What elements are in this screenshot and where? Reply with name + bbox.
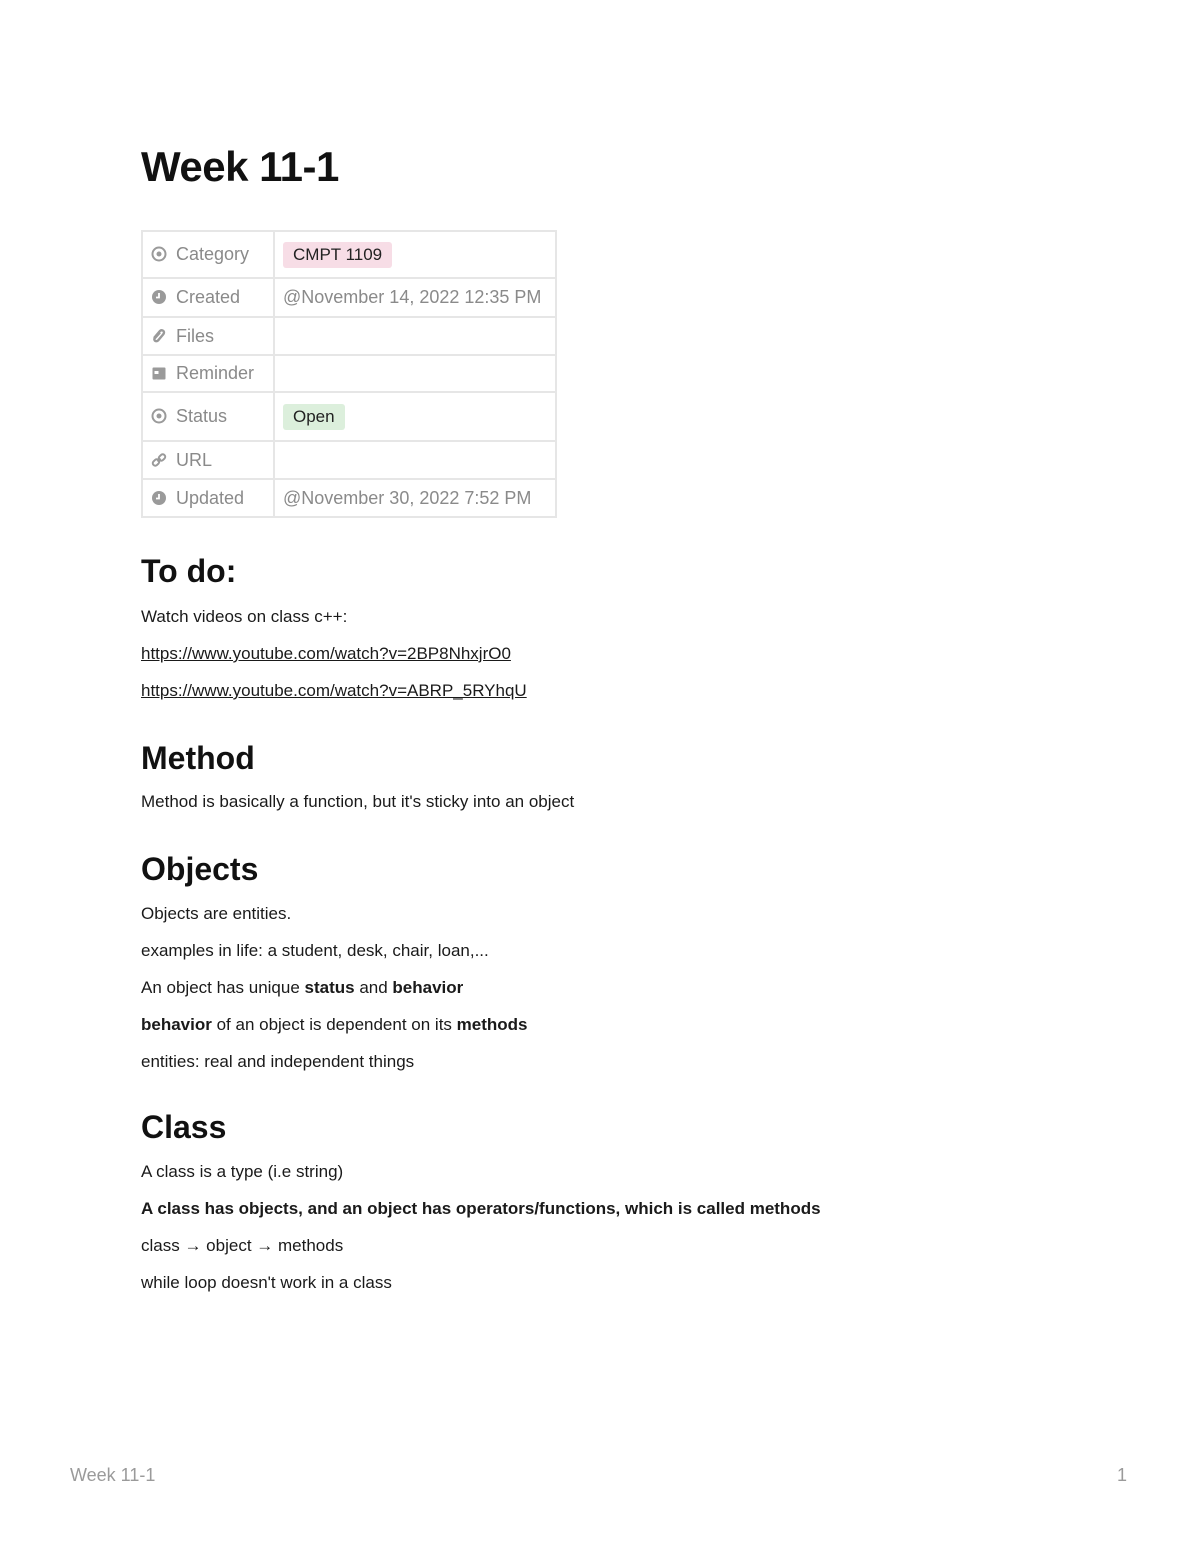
objects-line-4: behavior of an object is dependent on its methods <box>141 1015 528 1034</box>
property-row-files <box>142 317 556 355</box>
method-heading: Method <box>141 740 255 776</box>
page-title: Week 11-1 <box>141 143 339 190</box>
class-heading: Class <box>141 1109 227 1145</box>
class-line-2: A class has objects, and an object has operators/functions, which is called methods <box>141 1199 821 1218</box>
property-name: URL <box>176 449 213 470</box>
calendar-icon <box>151 365 167 381</box>
property-name: Created <box>176 287 241 307</box>
clock-icon <box>151 289 167 305</box>
todo-section <box>141 553 527 709</box>
video-link-1[interactable]: https://www.youtube.com/watch?v=2BP8NhxjrO0 <box>141 644 511 663</box>
objects-heading: Objects <box>141 851 259 887</box>
footer-title: Week 11-1 <box>70 1465 156 1485</box>
property-name: Status <box>176 406 228 426</box>
files-value[interactable] <box>274 317 556 355</box>
property-name: Reminder <box>176 363 255 383</box>
property-name: Updated <box>176 487 245 508</box>
method-text: Method is basically a function, but it's sticky into an object <box>141 792 575 811</box>
objects-line-2: examples in life: a student, desk, chair, loan,... <box>141 941 489 960</box>
link-icon <box>151 452 167 468</box>
class-line-4: while loop doesn't work in a class <box>141 1273 392 1292</box>
objects-line-5: entities: real and independent things <box>141 1052 415 1071</box>
property-row-category <box>142 231 556 278</box>
created-value: @November 14, 2022 12:35 PM <box>274 278 556 317</box>
objects-section <box>141 851 528 1080</box>
paperclip-icon <box>151 328 167 344</box>
property-name: Category <box>176 244 250 264</box>
category-tag[interactable]: CMPT 1109 <box>283 242 392 268</box>
property-row-created <box>142 278 556 317</box>
objects-line-1: Objects are entities. <box>141 904 292 923</box>
class-line-3: class → object → methods <box>141 1236 344 1255</box>
property-row-updated <box>142 479 556 517</box>
property-row-reminder <box>142 355 556 392</box>
property-name: Files <box>176 325 215 346</box>
list-icon <box>151 246 167 262</box>
class-line-1: A class is a type (i.e string) <box>141 1162 344 1181</box>
page-number: 1 <box>1117 1465 1128 1485</box>
reminder-value[interactable] <box>274 355 556 392</box>
todo-heading: To do: <box>141 553 237 589</box>
status-tag[interactable]: Open <box>283 404 345 430</box>
url-value[interactable] <box>274 441 556 479</box>
property-row-status <box>142 392 556 441</box>
list-icon <box>151 408 167 424</box>
class-section <box>141 1109 821 1301</box>
video-link-2[interactable]: https://www.youtube.com/watch?v=ABRP_5RYhqU <box>141 681 527 700</box>
properties-table <box>141 230 557 518</box>
todo-intro: Watch videos on class c++: <box>141 607 348 626</box>
method-section <box>141 740 574 820</box>
objects-line-3: An object has unique status and behavior <box>141 978 464 997</box>
property-row-url <box>142 441 556 479</box>
updated-value: @November 30, 2022 7:52 PM <box>274 479 556 517</box>
clock-icon <box>151 490 167 506</box>
